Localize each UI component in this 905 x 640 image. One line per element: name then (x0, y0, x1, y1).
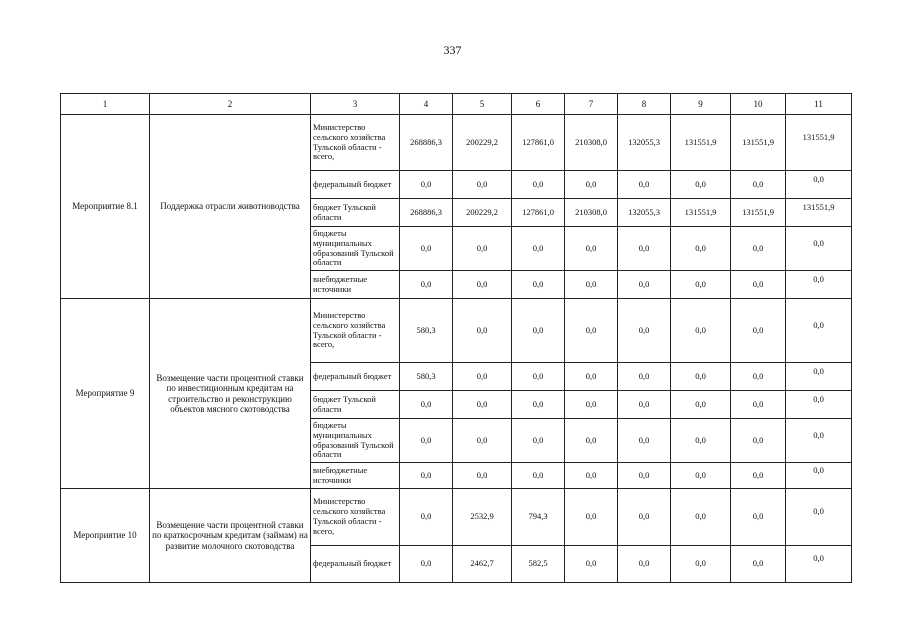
value-text: 0,0 (813, 429, 824, 440)
value-text: 0,0 (813, 319, 824, 330)
value-text: 0,0 (695, 370, 706, 381)
value-cell-col-6 (512, 227, 565, 271)
funding-source: Министерство сельского хозяйства Тульской области - всего, (311, 489, 400, 546)
value-text: 0,0 (532, 178, 544, 189)
value-text: 580,3 (416, 370, 436, 381)
value-cell-col-7 (565, 546, 618, 583)
funding-source: внебюджетные источники (311, 271, 400, 299)
value-text: 200229,2 (466, 206, 498, 217)
value-text: 0,0 (813, 553, 824, 564)
value-cell-col-4 (400, 546, 453, 583)
value-text: 0,0 (813, 506, 824, 517)
value-cell-col-5 (453, 227, 512, 271)
value-cell-col-11 (786, 227, 852, 271)
value-text: 131551,9 (802, 131, 835, 142)
value-cell-col-11 (786, 171, 852, 199)
value-cell-col-8 (618, 227, 671, 271)
measure-description: Возмещение части процентной ставки по инвестиционным кредитам на строительство и реконструкцию объектов мясного скотоводства (150, 299, 311, 489)
value-text: 0,0 (476, 242, 488, 253)
value-text: 0,0 (420, 178, 432, 189)
value-text: 0,0 (695, 511, 706, 522)
value-cell-col-10 (731, 299, 786, 363)
value-cell-col-4 (400, 227, 453, 271)
value-cell-col-9 (671, 299, 731, 363)
value-cell-col-7 (565, 489, 618, 546)
measure-description: Возмещение части процентной ставки по краткосрочным кредитам (займам) на развитие молочного скотоводства (150, 489, 311, 583)
value-text: 0,0 (695, 178, 706, 189)
value-cell-col-11 (786, 419, 852, 463)
measure-name: Мероприятие 9 (61, 299, 150, 489)
value-cell-col-8 (618, 489, 671, 546)
value-cell-col-8 (618, 171, 671, 199)
value-text: 0,0 (476, 370, 488, 381)
value-text: 0,0 (752, 434, 764, 445)
value-text: 0,0 (585, 242, 597, 253)
value-cell-col-6 (512, 299, 565, 363)
header-row (61, 94, 852, 115)
value-cell-col-5 (453, 463, 512, 489)
value-cell-col-9 (671, 489, 731, 546)
value-cell-col-8 (618, 391, 671, 419)
value-text: 2462,7 (470, 558, 494, 569)
value-cell-col-8 (618, 546, 671, 583)
value-cell-col-10 (731, 227, 786, 271)
value-text: 0,0 (532, 434, 544, 445)
value-cell-col-4 (400, 391, 453, 419)
value-text: 0,0 (752, 469, 764, 480)
value-cell-col-9 (671, 171, 731, 199)
value-text: 0,0 (420, 242, 432, 253)
value-cell-col-4 (400, 199, 453, 227)
value-text: 0,0 (695, 558, 706, 569)
value-text: 0,0 (813, 237, 824, 248)
value-text: 0,0 (752, 324, 764, 335)
value-text: 580,3 (416, 324, 436, 335)
value-cell-col-7 (565, 299, 618, 363)
value-text: 132055,3 (628, 136, 660, 147)
value-cell-col-6 (512, 546, 565, 583)
value-cell-col-5 (453, 391, 512, 419)
value-text: 582,5 (528, 558, 548, 569)
value-text: 0,0 (420, 278, 432, 289)
value-text: 0,0 (752, 178, 764, 189)
value-text: 0,0 (638, 511, 650, 522)
value-text: 0,0 (638, 178, 650, 189)
value-text: 0,0 (476, 398, 488, 409)
value-text: 0,0 (532, 370, 544, 381)
value-text: 0,0 (585, 278, 597, 289)
value-cell-col-6 (512, 419, 565, 463)
value-cell-col-5 (453, 115, 512, 171)
header-cell-11: 11 (786, 94, 852, 115)
value-cell-col-5 (453, 419, 512, 463)
value-text: 0,0 (695, 242, 706, 253)
value-cell-col-7 (565, 115, 618, 171)
table-row (61, 115, 852, 171)
value-text: 0,0 (585, 434, 597, 445)
value-text: 268886,3 (410, 206, 442, 217)
value-cell-col-9 (671, 546, 731, 583)
value-text: 0,0 (752, 242, 764, 253)
funding-source: Министерство сельского хозяйства Тульской области - всего, (311, 299, 400, 363)
value-cell-col-6 (512, 391, 565, 419)
value-cell-col-5 (453, 363, 512, 391)
value-cell-col-7 (565, 199, 618, 227)
value-text: 0,0 (476, 178, 488, 189)
value-text: 0,0 (476, 469, 488, 480)
header-cell-7: 7 (565, 94, 618, 115)
value-text: 0,0 (813, 464, 824, 475)
value-text: 0,0 (585, 469, 597, 480)
value-text: 210308,0 (575, 136, 607, 147)
value-text: 0,0 (585, 558, 597, 569)
value-text: 0,0 (585, 511, 597, 522)
value-cell-col-10 (731, 391, 786, 419)
value-cell-col-5 (453, 271, 512, 299)
value-cell-col-5 (453, 199, 512, 227)
value-text: 0,0 (638, 469, 650, 480)
value-text: 0,0 (695, 324, 706, 335)
value-cell-col-9 (671, 391, 731, 419)
value-text: 0,0 (752, 370, 764, 381)
value-cell-col-7 (565, 391, 618, 419)
value-text: 0,0 (695, 278, 706, 289)
funding-source: федеральный бюджет (311, 171, 400, 199)
value-cell-col-9 (671, 199, 731, 227)
value-text: 0,0 (532, 398, 544, 409)
value-cell-col-10 (731, 419, 786, 463)
value-text: 0,0 (638, 370, 650, 381)
value-text: 0,0 (638, 398, 650, 409)
value-cell-col-6 (512, 199, 565, 227)
value-text: 0,0 (420, 398, 432, 409)
value-cell-col-7 (565, 363, 618, 391)
value-cell-col-4 (400, 419, 453, 463)
header-cell-4: 4 (400, 94, 453, 115)
value-cell-col-10 (731, 463, 786, 489)
value-text: 200229,2 (466, 136, 498, 147)
value-text: 0,0 (638, 558, 650, 569)
value-text: 0,0 (585, 178, 597, 189)
value-cell-col-5 (453, 546, 512, 583)
value-text: 210308,0 (575, 206, 607, 217)
value-cell-col-5 (453, 171, 512, 199)
value-cell-col-4 (400, 271, 453, 299)
header-cell-1: 1 (61, 94, 150, 115)
value-text: 2532,9 (470, 511, 494, 522)
value-cell-col-7 (565, 463, 618, 489)
value-cell-col-7 (565, 171, 618, 199)
value-cell-col-7 (565, 271, 618, 299)
value-cell-col-6 (512, 271, 565, 299)
value-cell-col-11 (786, 363, 852, 391)
value-text: 0,0 (532, 278, 544, 289)
funding-source: федеральный бюджет (311, 546, 400, 583)
header-cell-2: 2 (150, 94, 311, 115)
value-text: 0,0 (585, 370, 597, 381)
value-cell-col-11 (786, 299, 852, 363)
value-cell-col-11 (786, 199, 852, 227)
value-text: 0,0 (695, 469, 706, 480)
value-cell-col-4 (400, 363, 453, 391)
value-text: 0,0 (752, 278, 764, 289)
funding-source: бюджет Тульской области (311, 199, 400, 227)
value-cell-col-6 (512, 363, 565, 391)
value-cell-col-10 (731, 271, 786, 299)
value-text: 0,0 (420, 558, 432, 569)
header-cell-6: 6 (512, 94, 565, 115)
funding-source: бюджет Тульской области (311, 391, 400, 419)
value-text: 132055,3 (628, 206, 660, 217)
value-text: 0,0 (420, 511, 432, 522)
funding-table (60, 93, 852, 583)
value-cell-col-10 (731, 171, 786, 199)
header-cell-5: 5 (453, 94, 512, 115)
value-cell-col-8 (618, 363, 671, 391)
value-text: 127861,0 (522, 206, 554, 217)
value-text: 0,0 (813, 365, 824, 376)
funding-source: федеральный бюджет (311, 363, 400, 391)
value-cell-col-8 (618, 463, 671, 489)
value-text: 794,3 (528, 511, 548, 522)
value-cell-col-11 (786, 546, 852, 583)
funding-source: бюджеты муниципальных образований Тульской области (311, 419, 400, 463)
value-cell-col-10 (731, 489, 786, 546)
value-cell-col-8 (618, 271, 671, 299)
value-cell-col-9 (671, 363, 731, 391)
value-text: 0,0 (752, 398, 764, 409)
value-cell-col-10 (731, 546, 786, 583)
value-text: 0,0 (532, 324, 544, 335)
value-text: 0,0 (476, 324, 488, 335)
value-cell-col-6 (512, 489, 565, 546)
value-text: 0,0 (813, 173, 824, 184)
value-cell-col-9 (671, 227, 731, 271)
value-cell-col-11 (786, 391, 852, 419)
value-cell-col-6 (512, 171, 565, 199)
value-text: 0,0 (813, 393, 824, 404)
value-cell-col-11 (786, 271, 852, 299)
value-cell-col-8 (618, 419, 671, 463)
value-text: 0,0 (585, 398, 597, 409)
value-cell-col-11 (786, 115, 852, 171)
value-text: 0,0 (532, 242, 544, 253)
value-text: 0,0 (752, 558, 764, 569)
funding-source: Министерство сельского хозяйства Тульской области - всего, (311, 115, 400, 171)
value-text: 0,0 (585, 324, 597, 335)
value-text: 131551,9 (742, 206, 774, 217)
header-cell-10: 10 (731, 94, 786, 115)
value-cell-col-5 (453, 299, 512, 363)
value-cell-col-10 (731, 363, 786, 391)
value-cell-col-9 (671, 419, 731, 463)
value-text: 0,0 (532, 469, 544, 480)
measure-name: Мероприятие 8.1 (61, 115, 150, 299)
value-text: 0,0 (752, 511, 764, 522)
value-text: 0,0 (695, 434, 706, 445)
header-cell-3: 3 (311, 94, 400, 115)
value-text: 0,0 (476, 278, 488, 289)
value-text: 268886,3 (410, 136, 442, 147)
value-text: 0,0 (695, 398, 706, 409)
value-text: 0,0 (638, 242, 650, 253)
funding-source: внебюджетные источники (311, 463, 400, 489)
value-text: 127861,0 (522, 136, 554, 147)
value-cell-col-6 (512, 115, 565, 171)
value-cell-col-6 (512, 463, 565, 489)
value-text: 131551,9 (684, 136, 717, 147)
value-cell-col-7 (565, 227, 618, 271)
page-number: 337 (443, 43, 462, 57)
value-text: 0,0 (420, 434, 432, 445)
value-cell-col-4 (400, 171, 453, 199)
value-text: 0,0 (813, 273, 824, 284)
value-cell-col-4 (400, 463, 453, 489)
value-text: 131551,9 (802, 201, 835, 212)
value-cell-col-4 (400, 115, 453, 171)
value-text: 0,0 (638, 434, 650, 445)
value-cell-col-5 (453, 489, 512, 546)
funding-source: бюджеты муниципальных образований Тульской области (311, 227, 400, 271)
value-cell-col-8 (618, 299, 671, 363)
value-cell-col-8 (618, 115, 671, 171)
value-cell-col-7 (565, 419, 618, 463)
value-cell-col-11 (786, 489, 852, 546)
value-text: 131551,9 (684, 206, 717, 217)
measure-description: Поддержка отрасли животноводства (150, 115, 311, 299)
value-cell-col-4 (400, 489, 453, 546)
header-cell-9: 9 (671, 94, 731, 115)
value-text: 0,0 (476, 434, 488, 445)
value-cell-col-4 (400, 299, 453, 363)
value-text: 0,0 (420, 469, 432, 480)
value-text: 0,0 (638, 324, 650, 335)
table-row (61, 299, 852, 363)
value-cell-col-10 (731, 115, 786, 171)
value-text: 0,0 (638, 278, 650, 289)
value-text: 131551,9 (742, 136, 774, 147)
value-cell-col-11 (786, 463, 852, 489)
value-cell-col-10 (731, 199, 786, 227)
header-cell-8: 8 (618, 94, 671, 115)
table-row (61, 489, 852, 546)
value-cell-col-9 (671, 271, 731, 299)
value-cell-col-9 (671, 463, 731, 489)
value-cell-col-8 (618, 199, 671, 227)
value-cell-col-9 (671, 115, 731, 171)
measure-name: Мероприятие 10 (61, 489, 150, 583)
